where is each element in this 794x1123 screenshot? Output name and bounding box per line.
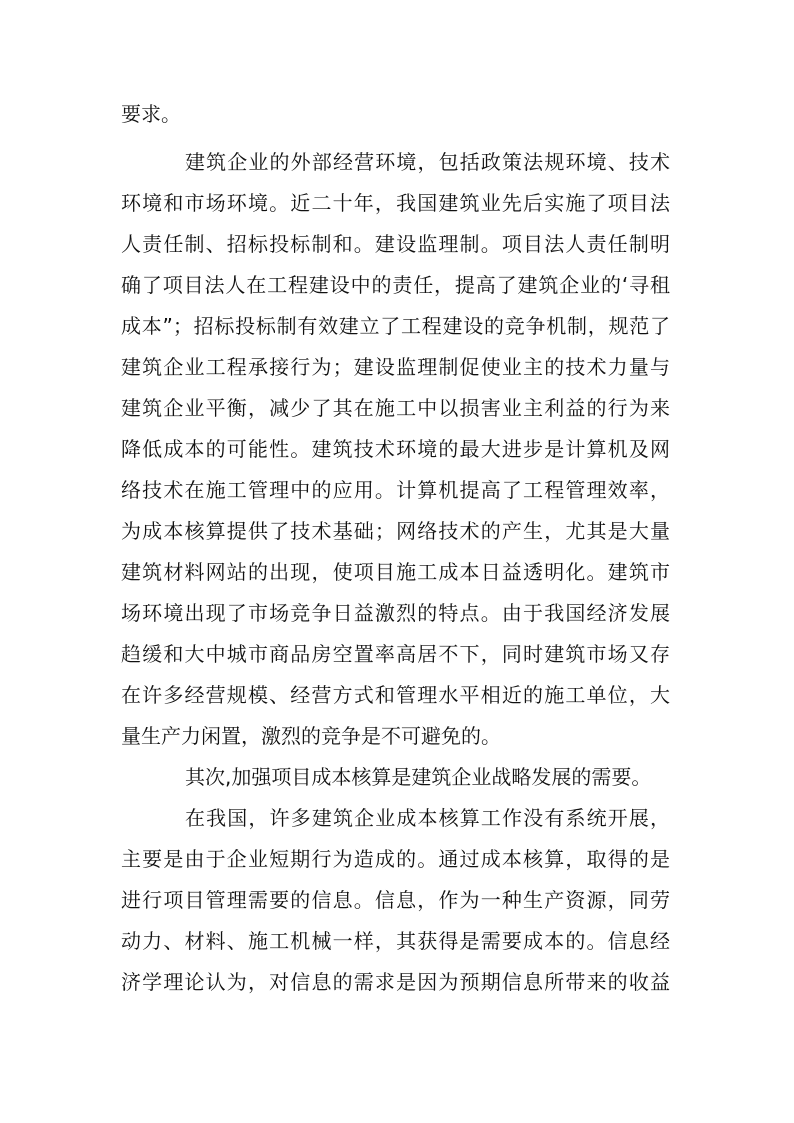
text-line: 络技术在施工管理中的应用。计算机提高了工程管理效率， bbox=[121, 478, 670, 502]
text-line: 建筑企业平衡，减少了其在施工中以损害业主利益的行为来 bbox=[121, 396, 670, 420]
text-line: 动力、材料、施工机械一样，其获得是需要成本的。信息经 bbox=[121, 929, 670, 953]
paragraph-first-line: 在我国，许多建筑企业成本核算工作没有系统开展， bbox=[185, 806, 670, 830]
text-line: 场环境出现了市场竞争日益激烈的特点。由于我国经济发展 bbox=[121, 601, 670, 625]
text-line: 要求。 bbox=[121, 102, 181, 126]
text-line: 环境和市场环境。近二十年，我国建筑业先后实施了项目法 bbox=[121, 191, 670, 215]
text-line: 量生产力闲置，激烈的竞争是不可避免的。 bbox=[121, 724, 501, 748]
text-line: 进行项目管理需要的信息。信息，作为一种生产资源，同劳 bbox=[121, 888, 670, 912]
text-line: 降低成本的可能性。建筑技术环境的最大进步是计算机及网 bbox=[121, 437, 670, 461]
paragraph-heading-line: 其次,加强项目成本核算是建筑企业战略发展的需要。 bbox=[185, 765, 652, 789]
text-line: 济学理论认为，对信息的需求是因为预期信息所带来的收益 bbox=[121, 970, 670, 994]
text-line: 确了项目法人在工程建设中的责任，提高了建筑企业的‘寻租 bbox=[121, 273, 670, 297]
text-line: 建筑材料网站的出现，使项目施工成本日益透明化。建筑市 bbox=[121, 560, 670, 584]
paragraph-first-line: 建筑企业的外部经营环境，包括政策法规环境、技术 bbox=[185, 150, 670, 174]
text-line: 主要是由于企业短期行为造成的。通过成本核算，取得的是 bbox=[121, 847, 670, 871]
text-line: 趋缓和大中城市商品房空置率高居不下，同时建筑市场又存 bbox=[121, 642, 670, 666]
text-line: 为成本核算提供了技术基础；网络技术的产生，尤其是大量 bbox=[121, 519, 670, 543]
text-line: 建筑企业工程承接行为；建设监理制促使业主的技术力量与 bbox=[121, 355, 670, 379]
text-line: 成本”；招标投标制有效建立了工程建设的竞争机制，规范了 bbox=[121, 314, 670, 338]
text-line: 人责任制、招标投标制和。建设监理制。项目法人责任制明 bbox=[121, 232, 670, 256]
text-line: 在许多经营规模、经营方式和管理水平相近的施工单位，大 bbox=[121, 683, 670, 707]
